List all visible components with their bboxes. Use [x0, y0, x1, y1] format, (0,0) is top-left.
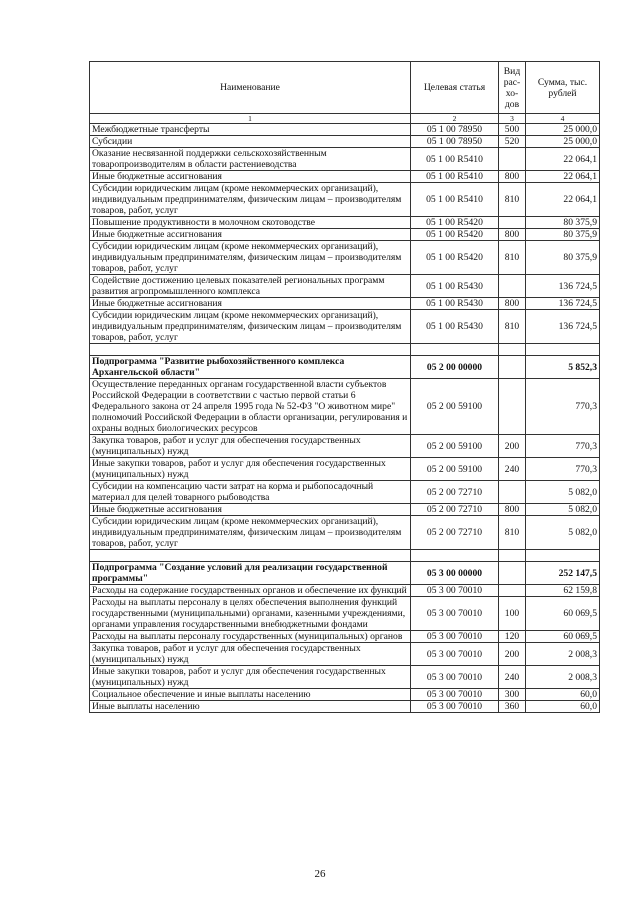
- table-row: [90, 631, 600, 643]
- table-row: [90, 136, 600, 148]
- column-number: 4: [526, 114, 600, 124]
- cell-type: [499, 356, 526, 379]
- cell-type: [499, 585, 526, 597]
- cell-code: 05 3 00 70010: [411, 689, 499, 701]
- cell-name: Повышение продуктивности в молочном скотоводстве: [90, 217, 411, 229]
- cell-sum: [526, 344, 600, 356]
- header-name: Наименование: [90, 62, 411, 114]
- cell-name: Субсидии юридическим лицам (кроме некоммерческих организаций), индивидуальным предпринимателям, физическим лицам – производителям товаров, работ, услуг: [90, 183, 411, 217]
- header-sum: Сумма, тыс. рублей: [526, 62, 600, 114]
- cell-code: [411, 550, 499, 562]
- cell-code: 05 1 00 R5430: [411, 310, 499, 344]
- table-row: [90, 666, 600, 689]
- cell-name: [90, 344, 411, 356]
- cell-sum: 25 000,0: [526, 136, 600, 148]
- cell-name: Субсидии юридическим лицам (кроме некоммерческих организаций), индивидуальным предпринимателям, физическим лицам – производителям товаров, работ, услуг: [90, 310, 411, 344]
- table-row: [90, 481, 600, 504]
- cell-name: Иные выплаты населению: [90, 701, 411, 713]
- cell-sum: 80 375,9: [526, 241, 600, 275]
- cell-type: 520: [499, 136, 526, 148]
- budget-table: [89, 61, 600, 713]
- cell-type: [499, 148, 526, 171]
- cell-type: 500: [499, 124, 526, 136]
- cell-code: [411, 344, 499, 356]
- header-code: Целевая статья: [411, 62, 499, 114]
- header-type: Вид рас-хо-дов: [499, 62, 526, 114]
- cell-name: Подпрограмма "Развитие рыбохозяйственного комплекса Архангельской области": [90, 356, 411, 379]
- table-row: [90, 435, 600, 458]
- cell-code: 05 3 00 70010: [411, 585, 499, 597]
- cell-sum: 60,0: [526, 701, 600, 713]
- cell-name: Содействие достижению целевых показателей региональных программ развития агропромышленного комплекса: [90, 275, 411, 298]
- cell-code: 05 3 00 70010: [411, 666, 499, 689]
- cell-name: Субсидии юридическим лицам (кроме некоммерческих организаций), индивидуальным предпринимателям, физическим лицам – производителям товаров, работ, услуг: [90, 516, 411, 550]
- cell-sum: 22 064,1: [526, 148, 600, 171]
- cell-name: Субсидии: [90, 136, 411, 148]
- cell-type: [499, 275, 526, 298]
- blank-row: [90, 344, 600, 356]
- cell-name: Иные закупки товаров, работ и услуг для обеспечения государственных (муниципальных) нужд: [90, 666, 411, 689]
- table-row: [90, 701, 600, 713]
- cell-type: 810: [499, 516, 526, 550]
- cell-type: [499, 217, 526, 229]
- cell-sum: [526, 550, 600, 562]
- table-row: [90, 171, 600, 183]
- cell-sum: 25 000,0: [526, 124, 600, 136]
- table-row: [90, 229, 600, 241]
- cell-sum: 5 082,0: [526, 504, 600, 516]
- table-row: [90, 597, 600, 631]
- cell-type: 240: [499, 458, 526, 481]
- cell-sum: 770,3: [526, 435, 600, 458]
- table-row: [90, 298, 600, 310]
- cell-sum: 136 724,5: [526, 275, 600, 298]
- cell-code: 05 2 00 59100: [411, 435, 499, 458]
- cell-code: 05 2 00 59100: [411, 379, 499, 435]
- cell-code: 05 3 00 70010: [411, 701, 499, 713]
- cell-name: Расходы на выплаты персоналу в целях обеспечения выполнения функций государственными (муниципальными) органами, казенными учреждениями, органами управления государственными внебюджетными фондами: [90, 597, 411, 631]
- cell-type: 120: [499, 631, 526, 643]
- cell-sum: 2 008,3: [526, 643, 600, 666]
- cell-name: Иные бюджетные ассигнования: [90, 171, 411, 183]
- cell-type: 240: [499, 666, 526, 689]
- cell-code: 05 1 00 R5420: [411, 217, 499, 229]
- cell-type: [499, 481, 526, 504]
- cell-type: [499, 550, 526, 562]
- cell-name: Оказание несвязанной поддержки сельскохозяйственным товаропроизводителям в области растениеводства: [90, 148, 411, 171]
- cell-type: 100: [499, 597, 526, 631]
- cell-code: 05 1 00 78950: [411, 136, 499, 148]
- cell-name: Подпрограмма "Создание условий для реализации государственной программы": [90, 562, 411, 585]
- table-row: [90, 516, 600, 550]
- table-row: [90, 310, 600, 344]
- table-row: [90, 275, 600, 298]
- subprogram-row: [90, 562, 600, 585]
- cell-name: Иные бюджетные ассигнования: [90, 298, 411, 310]
- table-row: [90, 241, 600, 275]
- table-body: [90, 124, 600, 713]
- cell-sum: 22 064,1: [526, 183, 600, 217]
- cell-name: Закупка товаров, работ и услуг для обеспечения государственных (муниципальных) нужд: [90, 435, 411, 458]
- cell-name: Иные закупки товаров, работ и услуг для обеспечения государственных (муниципальных) нужд: [90, 458, 411, 481]
- table-row: [90, 458, 600, 481]
- cell-code: 05 1 00 R5410: [411, 148, 499, 171]
- cell-name: Расходы на содержание государственных органов и обеспечение их функций: [90, 585, 411, 597]
- cell-sum: 770,3: [526, 379, 600, 435]
- column-number: 1: [90, 114, 411, 124]
- table-row: [90, 504, 600, 516]
- cell-code: 05 2 00 59100: [411, 458, 499, 481]
- cell-code: 05 1 00 R5410: [411, 183, 499, 217]
- cell-code: 05 3 00 00000: [411, 562, 499, 585]
- cell-sum: 136 724,5: [526, 310, 600, 344]
- subprogram-row: [90, 356, 600, 379]
- cell-code: 05 2 00 72710: [411, 516, 499, 550]
- page-number: 26: [314, 868, 326, 880]
- cell-sum: 22 064,1: [526, 171, 600, 183]
- cell-code: 05 3 00 70010: [411, 643, 499, 666]
- cell-type: 800: [499, 229, 526, 241]
- cell-code: 05 1 00 R5420: [411, 229, 499, 241]
- cell-code: 05 1 00 78950: [411, 124, 499, 136]
- cell-sum: 5 082,0: [526, 481, 600, 504]
- cell-name: Субсидии на компенсацию части затрат на корма и рыбопосадочный материал для целей товарного рыбоводства: [90, 481, 411, 504]
- cell-sum: 770,3: [526, 458, 600, 481]
- column-number-row: [90, 114, 600, 124]
- cell-code: 05 2 00 72710: [411, 504, 499, 516]
- cell-name: Иные бюджетные ассигнования: [90, 229, 411, 241]
- cell-sum: 80 375,9: [526, 217, 600, 229]
- cell-sum: 60 069,5: [526, 597, 600, 631]
- cell-type: 300: [499, 689, 526, 701]
- table-row: [90, 689, 600, 701]
- cell-type: 800: [499, 298, 526, 310]
- table-row: [90, 124, 600, 136]
- cell-code: 05 1 00 R5410: [411, 171, 499, 183]
- cell-code: 05 1 00 R5430: [411, 275, 499, 298]
- cell-name: Осуществление переданных органам государственной власти субъектов Российской Федерации в соответствии с частью первой статьи 6 Федерального закона от 24 апреля 1995 года № 52-ФЗ "О животном мире" полномочий Российской Федерации в области организации, регулирования и охраны водных биологических ресурсов: [90, 379, 411, 435]
- table-row: [90, 643, 600, 666]
- cell-name: [90, 550, 411, 562]
- column-number: 2: [411, 114, 499, 124]
- table-row: [90, 183, 600, 217]
- cell-type: [499, 379, 526, 435]
- cell-name: Социальное обеспечение и иные выплаты населению: [90, 689, 411, 701]
- cell-type: 810: [499, 310, 526, 344]
- cell-sum: 5 082,0: [526, 516, 600, 550]
- cell-type: 800: [499, 504, 526, 516]
- cell-code: 05 3 00 70010: [411, 631, 499, 643]
- cell-sum: 80 375,9: [526, 229, 600, 241]
- table-row: [90, 217, 600, 229]
- cell-type: 360: [499, 701, 526, 713]
- cell-code: 05 2 00 00000: [411, 356, 499, 379]
- header-row: [90, 62, 600, 114]
- cell-code: 05 3 00 70010: [411, 597, 499, 631]
- cell-sum: 62 159,8: [526, 585, 600, 597]
- cell-sum: 2 008,3: [526, 666, 600, 689]
- table-row: [90, 585, 600, 597]
- cell-type: 810: [499, 183, 526, 217]
- cell-type: 800: [499, 171, 526, 183]
- cell-type: [499, 344, 526, 356]
- cell-type: [499, 562, 526, 585]
- cell-code: 05 2 00 72710: [411, 481, 499, 504]
- table-row: [90, 148, 600, 171]
- cell-name: Иные бюджетные ассигнования: [90, 504, 411, 516]
- cell-sum: 60 069,5: [526, 631, 600, 643]
- column-number: 3: [499, 114, 526, 124]
- cell-code: 05 1 00 R5420: [411, 241, 499, 275]
- cell-name: Закупка товаров, работ и услуг для обеспечения государственных (муниципальных) нужд: [90, 643, 411, 666]
- cell-sum: 60,0: [526, 689, 600, 701]
- cell-type: 810: [499, 241, 526, 275]
- cell-sum: 5 852,3: [526, 356, 600, 379]
- cell-code: 05 1 00 R5430: [411, 298, 499, 310]
- cell-name: Субсидии юридическим лицам (кроме некоммерческих организаций), индивидуальным предпринимателям, физическим лицам – производителям товаров, работ, услуг: [90, 241, 411, 275]
- cell-name: Расходы на выплаты персоналу государственных (муниципальных) органов: [90, 631, 411, 643]
- cell-sum: 136 724,5: [526, 298, 600, 310]
- cell-type: 200: [499, 643, 526, 666]
- cell-type: 200: [499, 435, 526, 458]
- blank-row: [90, 550, 600, 562]
- cell-sum: 252 147,5: [526, 562, 600, 585]
- table-row: [90, 379, 600, 435]
- cell-name: Межбюджетные трансферты: [90, 124, 411, 136]
